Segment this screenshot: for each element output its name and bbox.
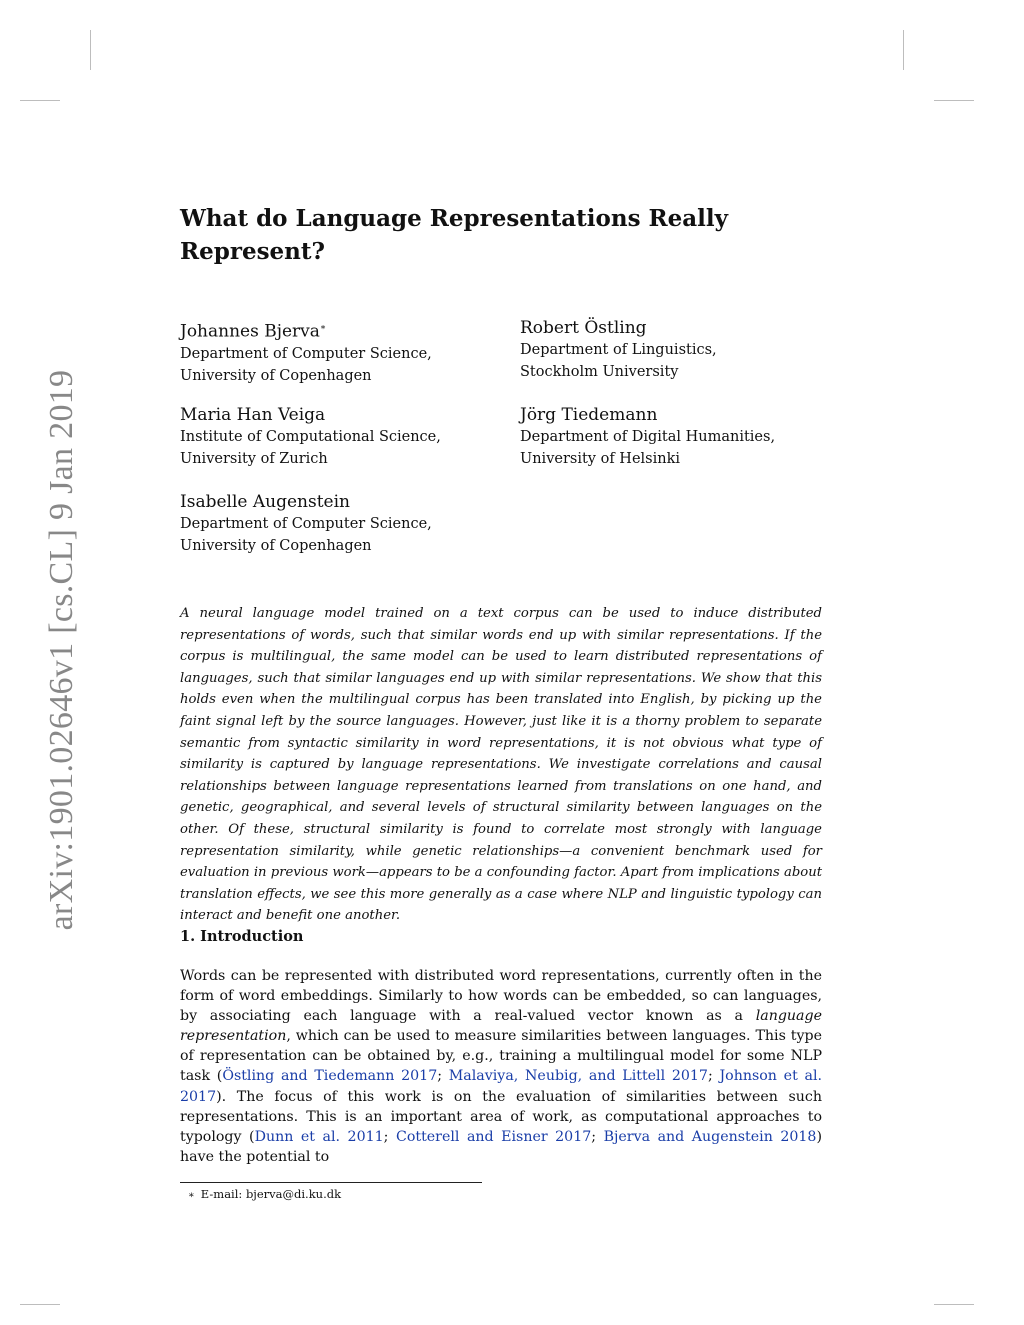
author-institution: University of Copenhagen: [180, 538, 372, 554]
crop-mark-left-bottom: [20, 1304, 60, 1305]
crop-mark-top-left: [90, 30, 91, 70]
emphasis-term: language representation: [180, 1008, 822, 1045]
author-block: [180, 317, 432, 387]
author-name: Robert Östling: [520, 318, 647, 338]
footnote: [188, 1186, 341, 1204]
author-name: Isabelle Augenstein: [180, 492, 350, 512]
section-heading: 1. Introduction: [180, 928, 304, 945]
citation-link[interactable]: Östling and Tiedemann 2017: [222, 1068, 438, 1085]
author-affiliation: Department of Computer Science,: [180, 345, 432, 362]
crop-mark-right-bottom: [934, 1304, 974, 1305]
crop-mark-right-top: [934, 100, 974, 101]
footnote-marker[interactable]: ∗: [319, 323, 327, 333]
footnote-text: E-mail: bjerva@di.ku.dk: [200, 1187, 342, 1201]
author-affiliation: Department of Linguistics,: [520, 342, 717, 358]
citation-link[interactable]: Bjerva and Augenstein 2018: [603, 1128, 817, 1145]
footnote-mark: ∗: [188, 1190, 195, 1201]
intro-paragraph: Words can be represented with distributed word representations, currently often in the form of word embeddings. Similarly to how words can be embedded, so can languages, by associating each language with a real-valued vector known as a language representation, which can be used to measure similarities between languages. This type of representation can be obtained by, e.g., training a multilingual model for some NLP task (Östling and Tiedemann 2017; Malaviya, Neubig, and Littell 2017; Johnson et al. 2017). The focus of this work is on the evaluation of similarities between such representations. This is an important area of work, as computational approaches to typology (Dunn et al. 2011; Cotterell and Eisner 2017; Bjerva and Augenstein 2018) have the potential to: [180, 968, 823, 1165]
citation-link[interactable]: Malaviya, Neubig, and Littell 2017: [448, 1068, 708, 1085]
author-institution: University of Helsinki: [520, 451, 681, 467]
author-name: Jörg Tiedemann: [520, 405, 658, 425]
crop-mark-left-top: [20, 100, 60, 101]
author-block: [520, 317, 717, 383]
abstract: A neural language model trained on a text corpus can be used to induce distributed representations of words, such that similar words end up with similar representations. If the corpus is multilingual, the same model can be used to learn distributed representations of languages, such that similar languages end up with similar representations. We show that this holds even when the multilingual corpus has been translated into English, by picking up the faint signal left by the source languages. However, just like it is a thorny problem to separate semantic from syntactic similarity in word representations, it is not obvious what type of similarity is captured by language representations. We investigate correlations and causal relationships between language representations learned from translations on one hand, and genetic, geographical, and several levels of structural similarity between languages on the other. Of these, structural similarity is found to correlate most strongly with language representation similarity, while genetic relationships—a convenient benchmark used for evaluation in previous work—appears to be a confounding factor. Apart from implications about translation effects, we see this more generally as a case where NLP and linguistic typology can interact and benefit one another.: [180, 606, 822, 924]
author-block: [180, 491, 432, 557]
author-institution: University of Copenhagen: [180, 367, 372, 384]
author-name: Johannes Bjerva: [180, 321, 320, 342]
author-block: [520, 404, 775, 470]
author-name: Maria Han Veiga: [180, 405, 326, 425]
paper-title: What do Language Representations Really Represent?: [180, 205, 729, 265]
citation-link[interactable]: Dunn et al. 2011: [254, 1128, 384, 1145]
crop-mark-top-right: [903, 30, 904, 70]
arxiv-stamp-text: arXiv:1901.02646v1 [cs.CL] 9 Jan 2019: [43, 369, 80, 931]
author-affiliation: Department of Computer Science,: [180, 516, 432, 532]
author-institution: Stockholm University: [520, 364, 679, 380]
author-affiliation: Institute of Computational Science,: [180, 429, 441, 445]
footnote-rule: [180, 1182, 482, 1183]
citation-link[interactable]: Johnson et al. 2017: [180, 1068, 823, 1105]
citation-link[interactable]: Cotterell and Eisner 2017: [395, 1128, 592, 1145]
author-institution: University of Zurich: [180, 451, 328, 467]
author-affiliation: Department of Digital Humanities,: [520, 429, 776, 445]
author-block: [180, 404, 441, 470]
